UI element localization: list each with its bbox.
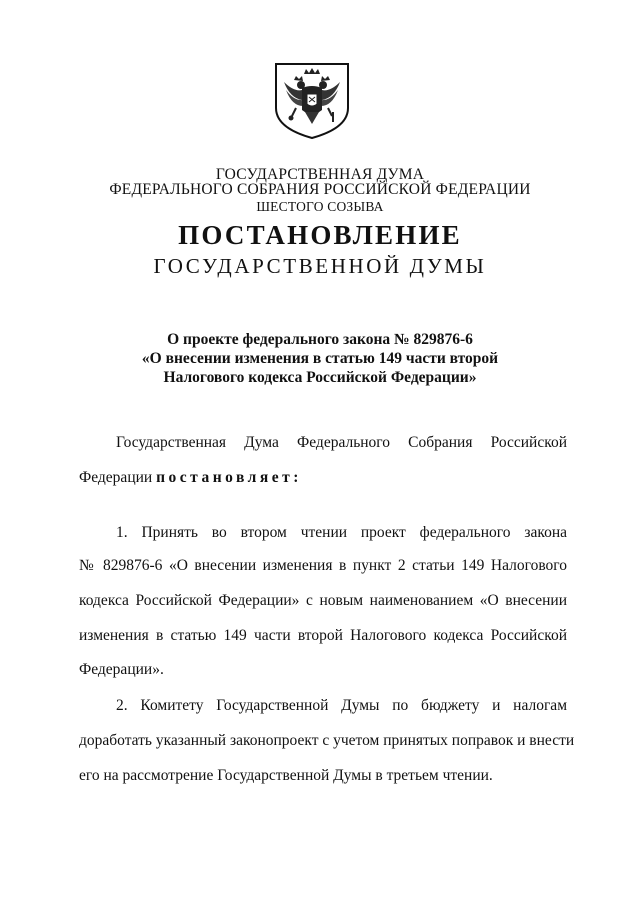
document-subtitle: ГОСУДАРСТВЕННОЙ ДУМЫ — [153, 254, 487, 278]
item-2-line-2: доработать указанный законопроект с учетом принятых поправок и внести — [79, 732, 575, 749]
document-title: ПОСТАНОВЛЕНИЕ — [178, 220, 462, 250]
subject-line-2: «О внесении изменения в статью 149 части второй — [141, 350, 499, 367]
item-1-line-4: изменения в статью 149 части второй Налогового кодекса Российской — [79, 627, 567, 644]
item-1-line-5: Федерации». — [79, 661, 164, 678]
subject-line-3: Налогового кодекса Российской Федерации» — [163, 369, 477, 386]
preamble-line-1: Государственная Дума Федерального Собрания Российской — [116, 434, 567, 451]
item-1-line-2: № 829876-6 «О внесении изменения в пункт 2 статьи 149 Налогового — [79, 557, 567, 574]
header-line-3: ШЕСТОГО СОЗЫВА — [256, 199, 384, 214]
preamble-line-2 — [79, 469, 567, 487]
item-2-line-1: 2. Комитету Государственной Думы по бюджету и налогам — [116, 697, 567, 714]
item-1-line-3: кодекса Российской Федерации» с новым наименованием «О внесении — [79, 592, 567, 609]
header-line-2: ФЕДЕРАЛЬНОГО СОБРАНИЯ РОССИЙСКОЙ ФЕДЕРАЦИИ — [109, 181, 531, 198]
item-2-line-3: его на рассмотрение Государственной Думы в третьем чтении. — [79, 767, 493, 784]
coat-of-arms-icon — [272, 60, 352, 140]
resolves-word: постановляет: — [156, 469, 302, 486]
subject-line-1: О проекте федерального закона № 829876-6 — [167, 331, 473, 348]
header-line-1: ГОСУДАРСТВЕННАЯ ДУМА — [215, 166, 425, 183]
item-1-line-1: 1. Принять во втором чтении проект федерального закона — [116, 524, 567, 541]
preamble-line-2-start: Федерации — [79, 469, 157, 486]
